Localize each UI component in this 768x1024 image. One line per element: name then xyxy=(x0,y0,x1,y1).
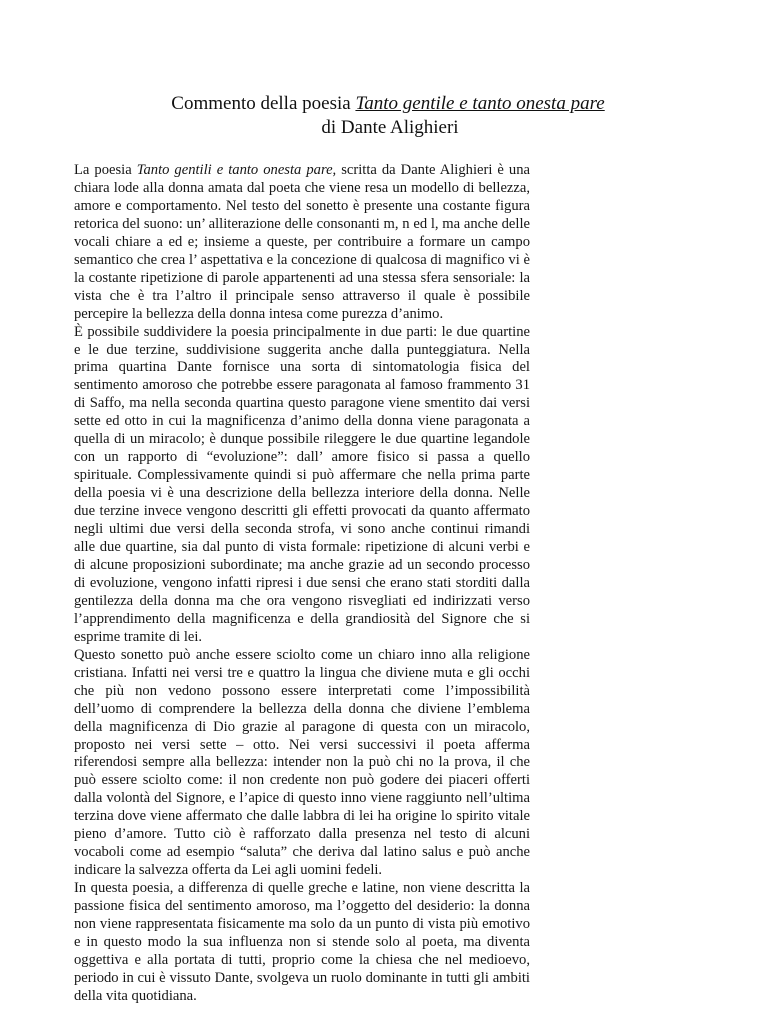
paragraph-2: È possibile suddividere la poesia principalmente in due parti: le due quartine e le due terzine, suddivisione suggerita anche dalla punteggiatura. Nella prima quartina Dante fornisce una sorta di sintomatologia fisica del sentimento amoroso che potrebbe essere paragonata al famoso frammento 31 di Saffo, ma nella seconda quartina questo paragone viene smentito dai versi sette ed otto in cui la magnificenza d’animo della donna viene paragonata a quella di un miracolo; è dunque possibile rileggere le due quartine legandole con un rapporto di “evoluzione”: dall’ amore fisico si passa a quello spirituale. Complessivamente quindi si può affermare che nella prima parte della poesia vi è una descrizione della bellezza interiore della donna. Nelle due terzine invece vengono descritti gli effetti provocati da quanto affermato negli ultimi due versi della seconda strofa, vi sono anche continui rimandi alle due quartine, sia dal punto di vista formale: ripetizione di alcuni verbi e di alcune proposizioni subordinate; ma anche grazie ad un secondo processo di evoluzione, vengono infatti ripresi i due sensi che erano stati storditi dalla gentilezza della donna ma che ora vengono risvegliati ed indirizzati verso l’apprendimento della magnificenza e della grandiosità del Signore che si esprime tramite di lei. xyxy=(74,323,530,645)
title-line-1 xyxy=(0,92,768,116)
poem-title: Tanto gentile e tanto onesta pare xyxy=(355,93,605,114)
paragraph-1-lead: La poesia xyxy=(74,162,137,178)
title-prefix: Commento della poesia xyxy=(171,93,356,114)
paragraph-1 xyxy=(74,162,530,324)
paragraph-1-text: scritta da Dante Alighieri è una chiara lode alla donna amata dal poeta che viene resa un modello di bellezza, amore e comportamento. Nel testo del sonetto è presente una costante figura retorica del suono: un’ alliterazione delle consonanti m, n ed l, ma anche delle vocali chiare a ed e; insieme a queste, per contribuire a formare un campo semantico che crea l’ aspettativa e la concezione di qualcosa di magnifico vi è la costante ripetizione di parole appartenenti ad una stessa sfera sensoriale: la vista che è tra l’altro il principale senso attraverso il quale è possibile percepire la bellezza della donna intesa come purezza d’animo. xyxy=(74,162,530,322)
title-author-line: di Dante Alighieri xyxy=(321,117,459,138)
paragraph-4: In questa poesia, a differenza di quelle greche e latine, non viene descritta la passione fisica del sentimento amoroso, ma l’oggetto del desiderio: la donna non viene rappresentata fisicamente ma solo da un punto di vista più emotivo e in questo modo la sua influenza non si stende solo al poeta, ma diventa oggettiva e alla portata di tutti, proprio come la chiesa che nel medioevo, periodo in cui è vissuto Dante, svolgeva un ruolo dominante in tutti gli ambiti della vita quotidiana. xyxy=(74,880,530,1004)
document-title xyxy=(0,92,768,140)
document-body xyxy=(74,162,530,1006)
paragraph-3: Questo sonetto può anche essere sciolto come un chiaro inno alla religione cristiana. Infatti nei versi tre e quattro la lingua che diviene muta e gli occhi che più non vedono possono essere interpretati come l’impossibilità dell’uomo di comprendere la bellezza della donna che diviene l’emblema della magnificenza di Dio grazie al paragone di questa con un miracolo, proposto nei versi sette – otto. Nei versi successivi il poeta afferma riferendosi sempre alla bellezza: intender non la può chi no la prova, il che può essere sciolto come: il non credente non può godere dei piaceri offerti dalla volontà del Signore, e l’apice di questo inno viene raggiunto nell’ultima terzina dove viene affermato che dalle labbra di lei ha origine lo spirito vitale pieno d’amore. Tutto ciò è rafforzato dalla presenza nel testo di alcuni vocaboli come ad esempio “saluta” che deriva dal latino salus e può anche indicare la salvezza offerta da Lei agli uomini fedeli. xyxy=(74,646,530,879)
paragraph-1-poem-title: Tanto gentili e tanto onesta pare, xyxy=(136,162,337,178)
